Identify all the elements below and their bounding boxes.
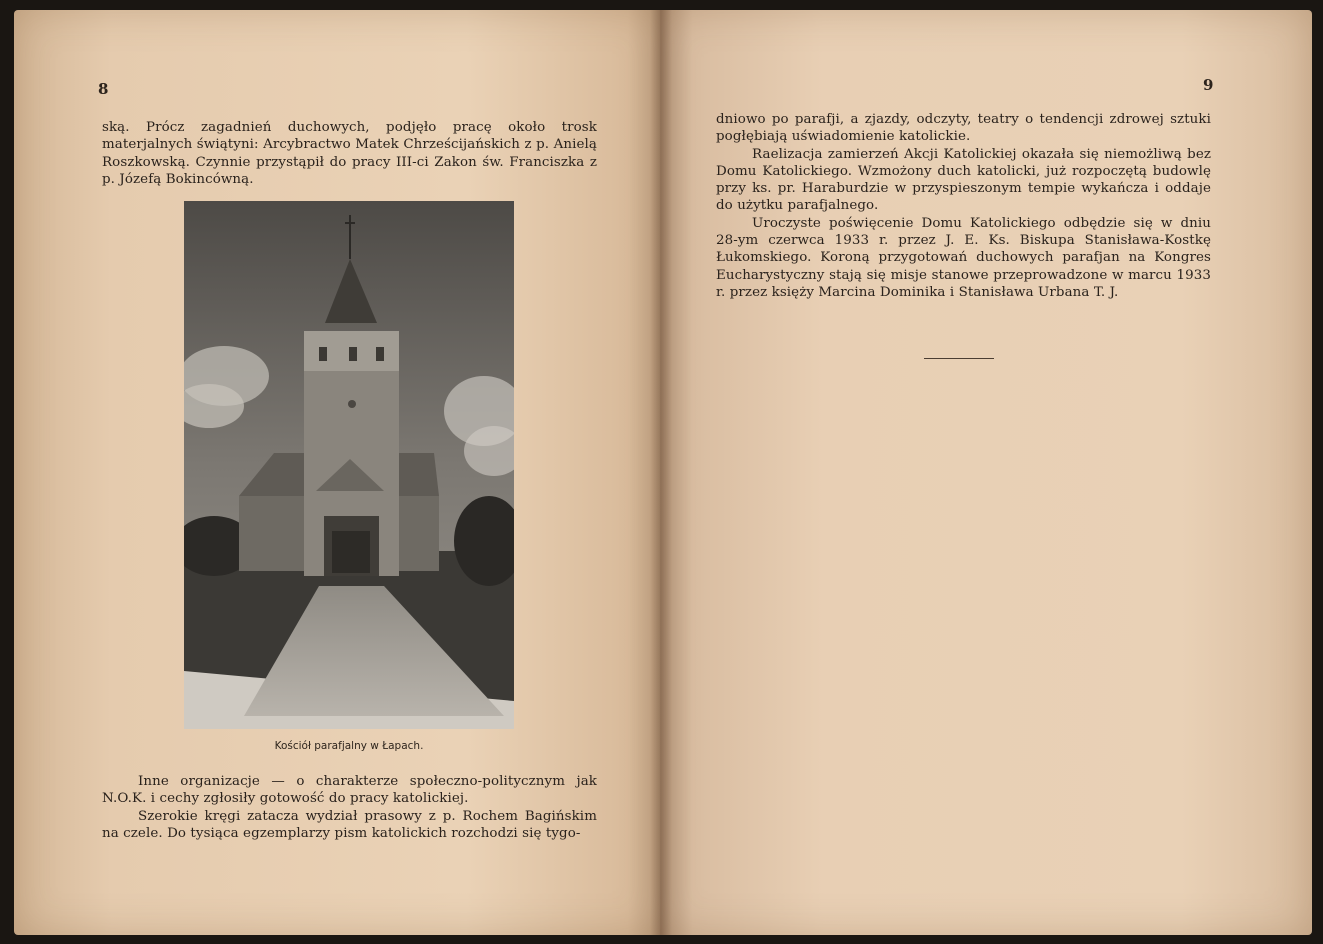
right-page-number: 9 [1203,76,1214,94]
left-bottom-text [102,773,597,842]
paragraph: ską. Prócz zagadnień duchowych, podjęło pracę około trosk materjalnych świątyni: Arcybractwo Matek Chrześcijańskich z p. Anielą Roszkowską. Czynnie przystąpił do pracy III-ci Zakon św. Franciszka z p. Józefą Bokincówną. [102,120,597,187]
church-photo [184,201,514,729]
paragraph: Inne organizacje — o charakterze społeczno-politycznym jak N.O.K. i cechy zgłosiły gotowość do pracy katolickiej. [102,774,597,807]
paragraph: Raelizacja zamierzeń Akcji Katolickiej okazała się niemożliwą bez Domu Katolickiego. Wzmożony duch katolicki, już rozpoczętą budowlę przy ks. pr. Haraburdzie w przyspieszonym tempie wykańcza i oddaje do użytku parafjalnego. [716,146,1211,214]
left-page-number: 8 [98,80,109,98]
book-gutter [650,10,672,935]
paragraph: Uroczyste poświęcenie Domu Katolickiego odbędzie się w dniu 28-ym czerwca 1933 r. przez J. E. Ks. Biskupa Stanisława-Kostkę Łukomskiego. Koroną przygotowań duchowych parafjan na Kongres Eucharystyczny stają się misje stanowe przeprowadzone w marcu 1933 r. przez księży Marcina Dominika i Stanisława Urbana T. J. [716,215,1211,300]
paragraph: Szerokie kręgi zatacza wydział prasowy z p. Rochem Bagińskim na czele. Do tysiąca egzemplarzy pism katolickich rozchodzi się tygo- [102,808,597,841]
left-top-paragraph [102,119,597,188]
section-divider-rule [924,358,994,359]
right-text [716,111,1211,301]
paragraph: dniowo po parafji, a zjazdy, odczyty, teatry o tendencji zdrowej sztuki pogłębiają uświadomienie katolickie. [716,112,1211,145]
photo-caption: Kościół parafjalny w Łapach. [274,740,424,752]
